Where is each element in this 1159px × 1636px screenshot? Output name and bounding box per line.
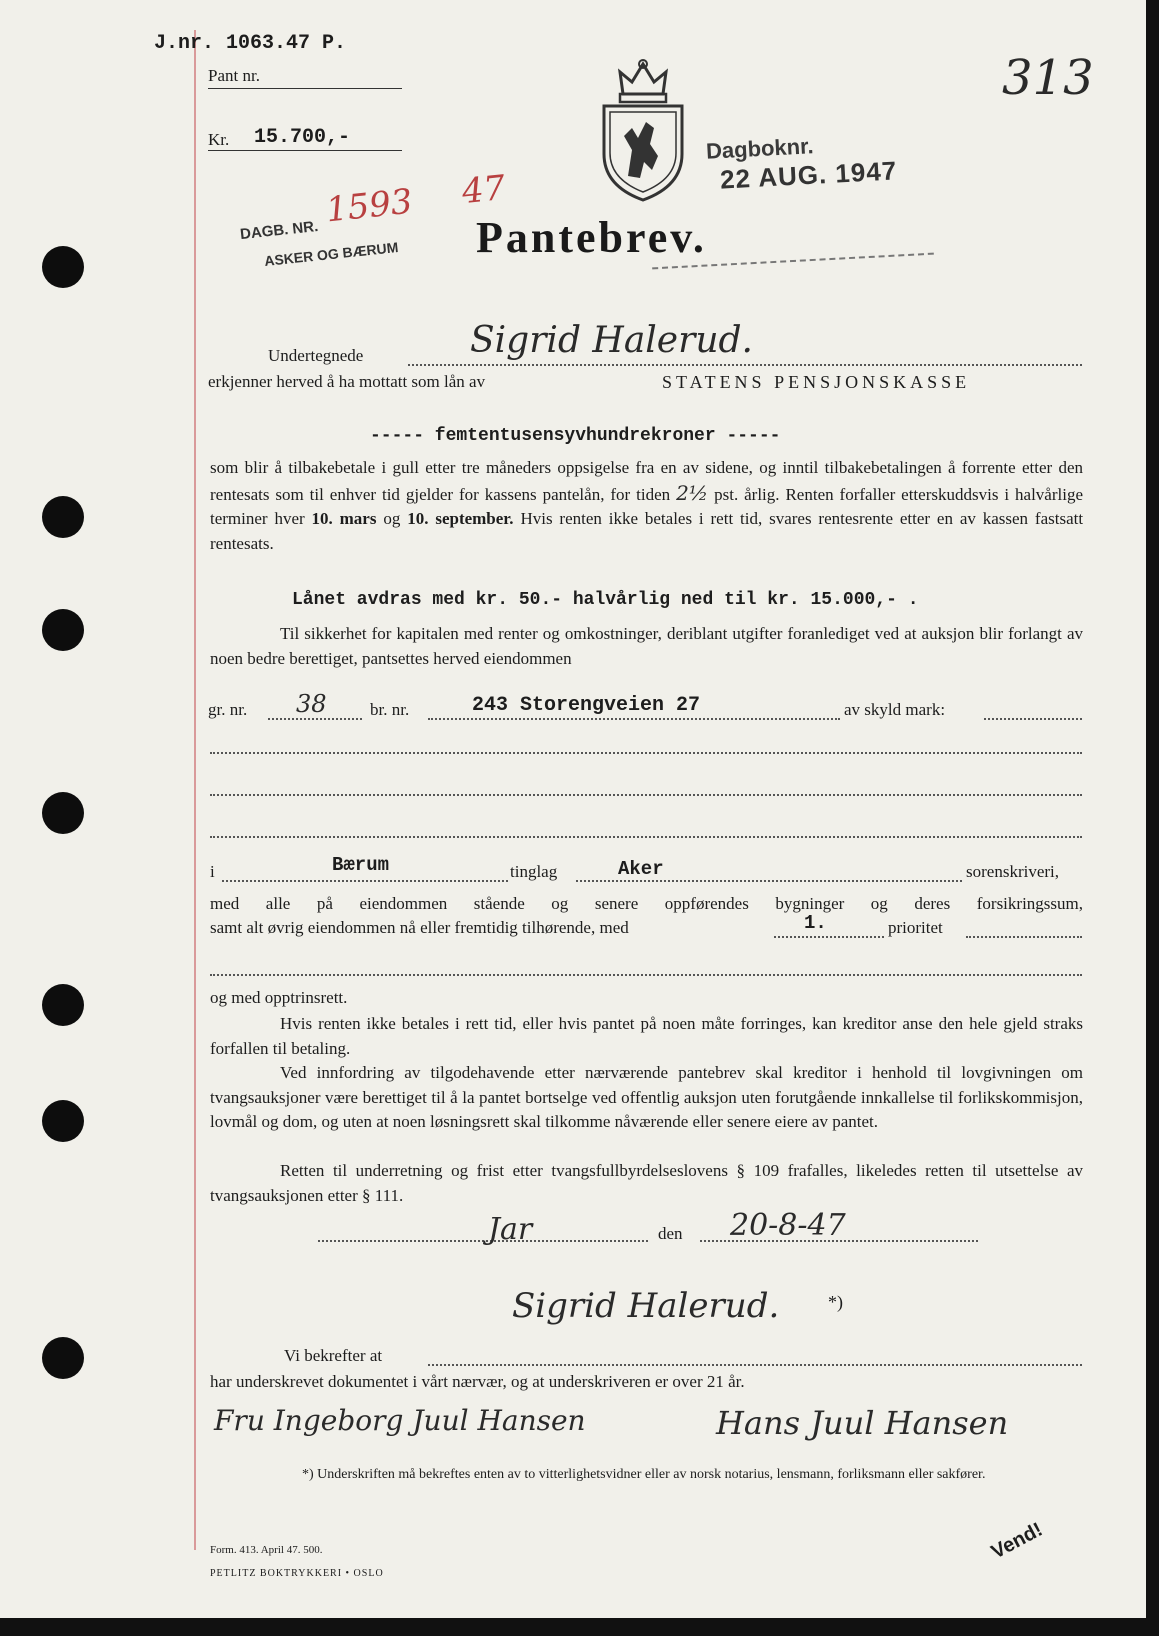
default-paragraph: Hvis renten ikke betales i rett tid, eller hvis pantet på noen måte forringes, kan kreditor anse den hele gjeld straks forfallen til betaling. bbox=[210, 1014, 1083, 1058]
dagb-nr-year: 47 bbox=[460, 167, 508, 213]
term-1: 10. mars bbox=[311, 509, 377, 528]
witness-statement: har underskrevet dokumentet i vårt nærvær, og at underskriveren er over 21 år. bbox=[210, 1372, 745, 1391]
punch-hole bbox=[42, 1337, 84, 1379]
pant-nr-line bbox=[208, 88, 402, 89]
amount-value: 15.700,- bbox=[254, 126, 351, 149]
office-stamp: ASKER OG BÆRUM bbox=[263, 239, 400, 269]
amount-label: Kr. bbox=[208, 130, 230, 149]
waiver-paragraph: Retten til underretning og frist etter tvangsfullbyrdelseslovens § 109 frafalles, likeledes retten til utsettelse av tvangsauksjonen etter § 111. bbox=[210, 1161, 1083, 1205]
gr-nr-label: gr. nr. bbox=[208, 700, 248, 719]
security-paragraph: Til sikkerhet for kapitalen med renter og omkostninger, deriblant utgifter foranlediget ved at auksjon blir forlangt av noen bedre berettiget, pantsettes herved eiendommen bbox=[210, 624, 1083, 668]
punch-hole bbox=[42, 984, 84, 1026]
date-label: den bbox=[658, 1224, 683, 1243]
witness-2-signature: Hans Juul Hansen bbox=[716, 1404, 1009, 1442]
gr-nr-value: 38 bbox=[296, 690, 327, 718]
priority-value: 1. bbox=[804, 912, 827, 934]
amount-in-words: ----- femtentusensyvhundrekroner ----- bbox=[370, 426, 781, 446]
punch-hole bbox=[42, 792, 84, 834]
punch-hole bbox=[42, 609, 84, 651]
dagb-nr-label: DAGB. NR. bbox=[239, 217, 320, 244]
punch-hole bbox=[42, 246, 84, 288]
signing-place: Jar bbox=[488, 1212, 533, 1247]
place-line bbox=[318, 1240, 648, 1242]
witness-line bbox=[428, 1364, 1082, 1366]
borrower-final-signature: Sigrid Halerud. bbox=[512, 1286, 780, 1326]
municipality-value: Bærum bbox=[332, 854, 390, 876]
enforcement-paragraph: Ved innfordring av tilgodehavende etter nærværende pantebrev skal kreditor i henhold til lovgivningen om tvangsauksjoner være berettiget til å la pantet bortselge ved offentlig auksjon uten forutgående innkallelse til forlikskommisjon, lovmål og dom, og uten at noen løsningsrett skal tilkomme nåværende eller senere eiere av pantet. bbox=[210, 1063, 1083, 1131]
margin-rule bbox=[194, 30, 196, 1550]
borrower-line bbox=[408, 364, 1082, 366]
br-nr-label: br. nr. bbox=[370, 700, 410, 719]
punch-hole bbox=[42, 1100, 84, 1142]
borrower-label: Undertegnede bbox=[268, 346, 364, 365]
tinglag-line bbox=[576, 880, 962, 882]
witness-1-signature: Fru Ingeborg Juul Hansen bbox=[214, 1404, 586, 1437]
skyld-line bbox=[984, 718, 1082, 720]
document-title: Pantebrev. bbox=[476, 213, 707, 262]
signature-mark: *) bbox=[828, 1292, 843, 1312]
gr-nr-line bbox=[268, 718, 362, 720]
form-info: Form. 413. April 47. 500. bbox=[210, 1544, 323, 1556]
borrower-signature: Sigrid Halerud. bbox=[470, 320, 753, 361]
blank-line bbox=[210, 974, 1082, 976]
opptrinsrett-text: og med opptrinsrett. bbox=[210, 988, 348, 1007]
punch-hole bbox=[42, 496, 84, 538]
turn-over-note: Vend! bbox=[987, 1518, 1047, 1564]
priority-tail-line bbox=[966, 936, 1082, 938]
received-date-stamp: 22 AUG. 1947 bbox=[719, 155, 898, 195]
amortization-text: Lånet avdras med kr. 50.- halvårlig ned til kr. 15.000,- . bbox=[292, 590, 919, 610]
witness-label: Vi bekrefter at bbox=[284, 1346, 383, 1365]
footnote: *) Underskriften må bekreftes enten av to vitterlighetsvidner eller av norsk notarius, lensmann, forliksmann eller sakfører. bbox=[302, 1467, 986, 1482]
term-2: 10. september. bbox=[407, 509, 514, 528]
buildings-line-1: med alle på eiendommen stående og senere oppførendes bygninger og deres forsikringssum, bbox=[210, 894, 1083, 913]
br-nr-line bbox=[428, 718, 840, 720]
folio-number: 313 bbox=[1002, 50, 1094, 106]
terms-paragraph: som blir å tilbakebetale i gull etter tre måneders oppsigelse fra en av sidene, og inntil tilbakebetalingen å forrente etter den rentesats som til enhver tid gjelder for kassens pantelån, for tiden 2½ pst. årlig. Renten forfaller etterskuddsvis i halvårlige terminer hver 10. mars og 10. september. Hvis renten ikke betales i rett tid, svares rentesrente etter en av kassen fastsatt rentesats. bbox=[210, 458, 1084, 553]
br-nr-value: 243 Storengveien 27 bbox=[472, 694, 701, 717]
signing-date: 20-8-47 bbox=[730, 1208, 846, 1243]
priority-line bbox=[774, 936, 884, 938]
location-i-label: i bbox=[210, 862, 215, 881]
amount-line bbox=[208, 150, 402, 151]
blank-line bbox=[210, 794, 1082, 796]
tinglag-label: tinglag bbox=[510, 862, 558, 881]
pant-nr-label: Pant nr. bbox=[208, 66, 260, 85]
blank-line bbox=[210, 836, 1082, 838]
coat-of-arms-icon bbox=[598, 58, 688, 204]
printer-credit: PETLITZ BOKTRYKKERI • OSLO bbox=[210, 1568, 384, 1579]
priority-label: prioritet bbox=[888, 918, 943, 937]
lender-name: STATENS PENSJONSKASSE bbox=[662, 372, 971, 392]
buildings-line-2: samt alt øvrig eiendommen nå eller fremtidig tilhørende, med bbox=[210, 918, 629, 937]
blank-line bbox=[210, 752, 1082, 754]
tinglag-value: Aker bbox=[618, 858, 664, 880]
journal-number: J.nr. 1063.47 P. bbox=[154, 32, 347, 55]
interest-rate: 2½ bbox=[676, 480, 709, 505]
dagb-nr-value: 1593 bbox=[324, 181, 415, 231]
dagbok-stamp-label: Dagboknr. bbox=[705, 133, 815, 164]
municipality-line bbox=[222, 880, 508, 882]
sorenskriveri-label: sorenskriveri, bbox=[966, 862, 1060, 881]
skyld-label: av skyld mark: bbox=[844, 700, 946, 719]
acknowledgement-text: erkjenner herved å ha mottatt som lån av bbox=[208, 372, 486, 391]
